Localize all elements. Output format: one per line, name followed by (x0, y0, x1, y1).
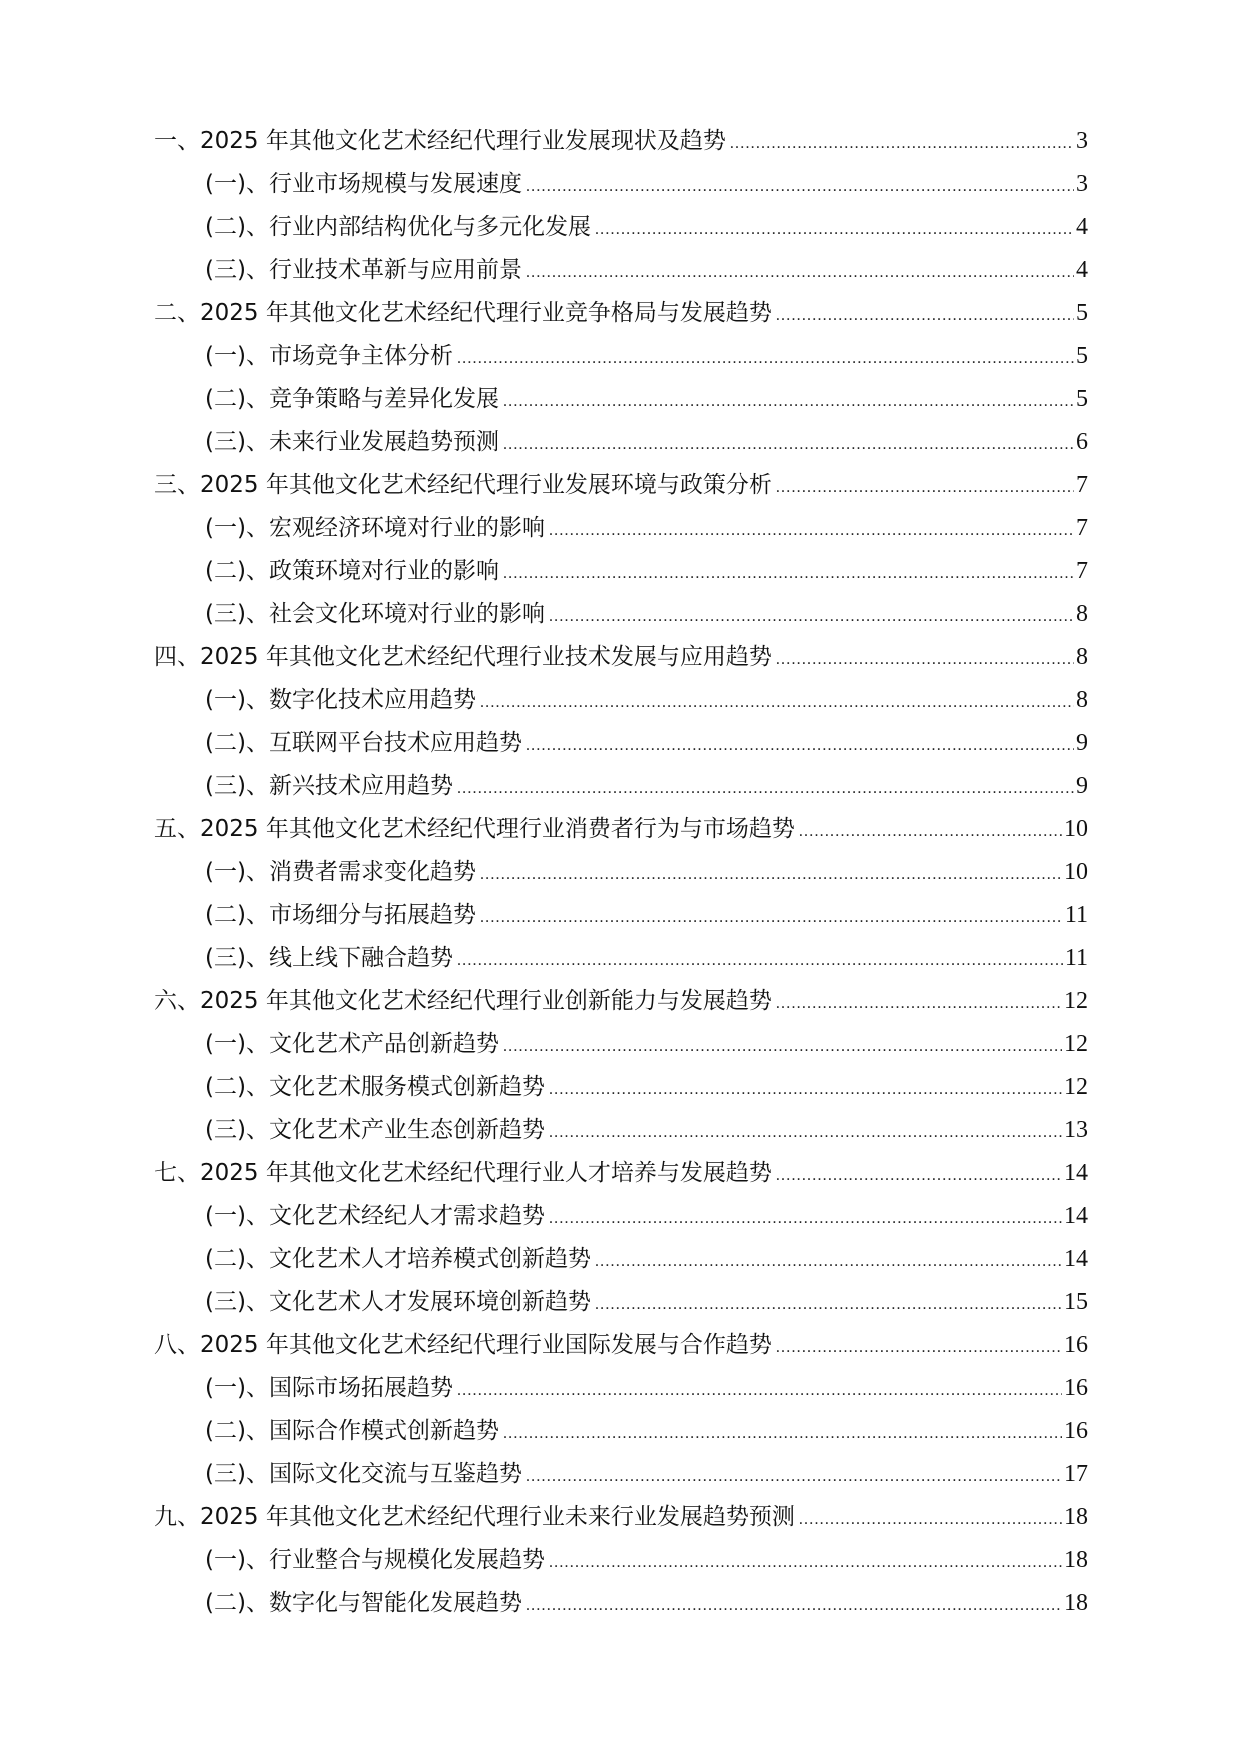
toc-page-number: 12 (1064, 1074, 1088, 1100)
toc-entry-label: 八、2025 年其他文化艺术经纪代理行业国际发展与合作趋势 (154, 1332, 772, 1358)
toc-entry-chapter-4[interactable] (154, 636, 1088, 679)
toc-page-number: 14 (1064, 1160, 1088, 1186)
dot-leader (549, 1111, 1062, 1154)
dot-leader (526, 1455, 1062, 1498)
toc-page-number: 8 (1076, 687, 1088, 713)
dot-leader (457, 767, 1074, 810)
toc-entry-label: (一)、宏观经济环境对行业的影响 (205, 515, 545, 541)
toc-page-number: 10 (1064, 816, 1088, 842)
toc-page-number: 5 (1076, 343, 1088, 369)
toc-entry-label: (一)、行业整合与规模化发展趋势 (205, 1547, 545, 1573)
toc-entry-label: (二)、政策环境对行业的影响 (205, 558, 499, 584)
toc-entry-label: 九、2025 年其他文化艺术经纪代理行业未来行业发展趋势预测 (154, 1504, 795, 1530)
toc-entry-section[interactable] (154, 1410, 1088, 1453)
dot-leader (776, 638, 1074, 681)
toc-entry-chapter-1[interactable] (154, 120, 1088, 163)
toc-entry-section[interactable] (154, 722, 1088, 765)
toc-entry-section[interactable] (154, 851, 1088, 894)
toc-entry-section[interactable] (154, 1367, 1088, 1410)
toc-entry-label: (一)、文化艺术产品创新趋势 (205, 1031, 499, 1057)
toc-page-number: 18 (1064, 1504, 1088, 1530)
toc-entry-chapter-2[interactable] (154, 292, 1088, 335)
toc-entry-section[interactable] (154, 679, 1088, 722)
toc-entry-label: 一、2025 年其他文化艺术经纪代理行业发展现状及趋势 (154, 128, 726, 154)
toc-page-number: 17 (1064, 1461, 1088, 1487)
toc-entry-section[interactable] (154, 1066, 1088, 1109)
toc-entry-label: (二)、文化艺术人才培养模式创新趋势 (205, 1246, 591, 1272)
toc-page-number: 16 (1064, 1332, 1088, 1358)
toc-entry-label: (二)、市场细分与拓展趋势 (205, 902, 476, 928)
toc-entry-section[interactable] (154, 765, 1088, 808)
toc-entry-label: (三)、行业技术革新与应用前景 (205, 257, 522, 283)
toc-page-number: 8 (1076, 601, 1088, 627)
dot-leader (457, 337, 1074, 380)
dot-leader (549, 1068, 1062, 1111)
toc-entry-label: (三)、国际文化交流与互鉴趋势 (205, 1461, 522, 1487)
toc-entry-label: (二)、文化艺术服务模式创新趋势 (205, 1074, 545, 1100)
toc-page-number: 12 (1064, 988, 1088, 1014)
toc-page-number: 12 (1064, 1031, 1088, 1057)
dot-leader (595, 208, 1074, 251)
toc-entry-section[interactable] (154, 378, 1088, 421)
toc-entry-section[interactable] (154, 1582, 1088, 1625)
toc-page-number: 10 (1064, 859, 1088, 885)
dot-leader (503, 1412, 1062, 1455)
toc-entry-section[interactable] (154, 507, 1088, 550)
toc-entry-section[interactable] (154, 421, 1088, 464)
toc-entry-chapter-3[interactable] (154, 464, 1088, 507)
toc-entry-section[interactable] (154, 937, 1088, 980)
dot-leader (595, 1283, 1062, 1326)
toc-entry-section[interactable] (154, 1453, 1088, 1496)
dot-leader (549, 595, 1074, 638)
toc-entry-label: (二)、竞争策略与差异化发展 (205, 386, 499, 412)
toc-entry-label: (一)、国际市场拓展趋势 (205, 1375, 453, 1401)
dot-leader (480, 896, 1063, 939)
toc-page-number: 7 (1076, 472, 1088, 498)
toc-page-number: 11 (1064, 945, 1088, 971)
dot-leader (595, 1240, 1062, 1283)
dot-leader (503, 380, 1074, 423)
dot-leader (799, 1498, 1062, 1541)
toc-page-number: 4 (1076, 257, 1088, 283)
toc-page-number: 7 (1076, 558, 1088, 584)
toc-entry-chapter-9[interactable] (154, 1496, 1088, 1539)
toc-page-number: 14 (1064, 1203, 1088, 1229)
toc-page-number: 3 (1076, 171, 1088, 197)
dot-leader (549, 509, 1074, 552)
toc-page-number: 5 (1076, 386, 1088, 412)
dot-leader (776, 294, 1074, 337)
dot-leader (730, 122, 1074, 165)
toc-entry-section[interactable] (154, 1023, 1088, 1066)
dot-leader (776, 982, 1062, 1025)
toc-entry-chapter-7[interactable] (154, 1152, 1088, 1195)
toc-entry-label: (二)、数字化与智能化发展趋势 (205, 1590, 522, 1616)
dot-leader (776, 1154, 1062, 1197)
toc-entry-section[interactable] (154, 1281, 1088, 1324)
dot-leader (503, 552, 1074, 595)
toc-entry-section[interactable] (154, 1238, 1088, 1281)
toc-entry-label: (一)、市场竞争主体分析 (205, 343, 453, 369)
toc-entry-label: (一)、消费者需求变化趋势 (205, 859, 476, 885)
toc-entry-label: (一)、文化艺术经纪人才需求趋势 (205, 1203, 545, 1229)
toc-entry-label: (三)、社会文化环境对行业的影响 (205, 601, 545, 627)
toc-page-number: 3 (1076, 128, 1088, 154)
toc-entry-label: (三)、线上线下融合趋势 (205, 945, 453, 971)
toc-page-number: 8 (1076, 644, 1088, 670)
toc-entry-label: 六、2025 年其他文化艺术经纪代理行业创新能力与发展趋势 (154, 988, 772, 1014)
toc-entry-label: 二、2025 年其他文化艺术经纪代理行业竞争格局与发展趋势 (154, 300, 772, 326)
toc-entry-chapter-8[interactable] (154, 1324, 1088, 1367)
toc-page-number: 18 (1064, 1547, 1088, 1573)
toc-page-number: 18 (1064, 1590, 1088, 1616)
dot-leader (799, 810, 1062, 853)
toc-entry-label: (三)、文化艺术产业生态创新趋势 (205, 1117, 545, 1143)
toc-entry-label: (一)、数字化技术应用趋势 (205, 687, 476, 713)
dot-leader (549, 1197, 1062, 1240)
toc-page-number: 7 (1076, 515, 1088, 541)
toc-entry-label: (一)、行业市场规模与发展速度 (205, 171, 522, 197)
toc-entry-section[interactable] (154, 1539, 1088, 1582)
toc-entry-label: (二)、行业内部结构优化与多元化发展 (205, 214, 591, 240)
toc-page-number: 9 (1076, 730, 1088, 756)
dot-leader (549, 1541, 1062, 1584)
toc-entry-section[interactable] (154, 894, 1088, 937)
toc-entry-label: 七、2025 年其他文化艺术经纪代理行业人才培养与发展趋势 (154, 1160, 772, 1186)
toc-page-number: 15 (1064, 1289, 1088, 1315)
toc-page-number: 5 (1076, 300, 1088, 326)
dot-leader (526, 251, 1074, 294)
toc-entry-section[interactable] (154, 206, 1088, 249)
toc-page-number: 16 (1064, 1375, 1088, 1401)
dot-leader (480, 853, 1062, 896)
toc-page-number: 14 (1064, 1246, 1088, 1272)
toc-page-number: 16 (1064, 1418, 1088, 1444)
toc-page-number: 9 (1076, 773, 1088, 799)
toc-page-number: 6 (1076, 429, 1088, 455)
toc-entry-label: (二)、互联网平台技术应用趋势 (205, 730, 522, 756)
dot-leader (526, 1584, 1062, 1627)
toc-page-number: 13 (1064, 1117, 1088, 1143)
toc-entry-label: (三)、新兴技术应用趋势 (205, 773, 453, 799)
toc-entry-label: 四、2025 年其他文化艺术经纪代理行业技术发展与应用趋势 (154, 644, 772, 670)
dot-leader (457, 1369, 1062, 1412)
dot-leader (480, 681, 1074, 724)
dot-leader (776, 1326, 1062, 1369)
table-of-contents (154, 120, 1088, 1625)
dot-leader (503, 1025, 1062, 1068)
toc-entry-label: 五、2025 年其他文化艺术经纪代理行业消费者行为与市场趋势 (154, 816, 795, 842)
dot-leader (526, 724, 1074, 767)
toc-entry-section[interactable] (154, 1195, 1088, 1238)
toc-entry-section[interactable] (154, 163, 1088, 206)
toc-entry-section[interactable] (154, 550, 1088, 593)
dot-leader (776, 466, 1074, 509)
dot-leader (457, 939, 1063, 982)
toc-entry-label: 三、2025 年其他文化艺术经纪代理行业发展环境与政策分析 (154, 472, 772, 498)
toc-entry-chapter-5[interactable] (154, 808, 1088, 851)
dot-leader (503, 423, 1074, 466)
toc-page-number: 11 (1064, 902, 1088, 928)
toc-entry-section[interactable] (154, 1109, 1088, 1152)
toc-entry-chapter-6[interactable] (154, 980, 1088, 1023)
toc-entry-label: (三)、未来行业发展趋势预测 (205, 429, 499, 455)
toc-page-number: 4 (1076, 214, 1088, 240)
toc-entry-section[interactable] (154, 335, 1088, 378)
dot-leader (526, 165, 1074, 208)
toc-entry-section[interactable] (154, 249, 1088, 292)
toc-entry-label: (三)、文化艺术人才发展环境创新趋势 (205, 1289, 591, 1315)
toc-entry-label: (二)、国际合作模式创新趋势 (205, 1418, 499, 1444)
toc-entry-section[interactable] (154, 593, 1088, 636)
